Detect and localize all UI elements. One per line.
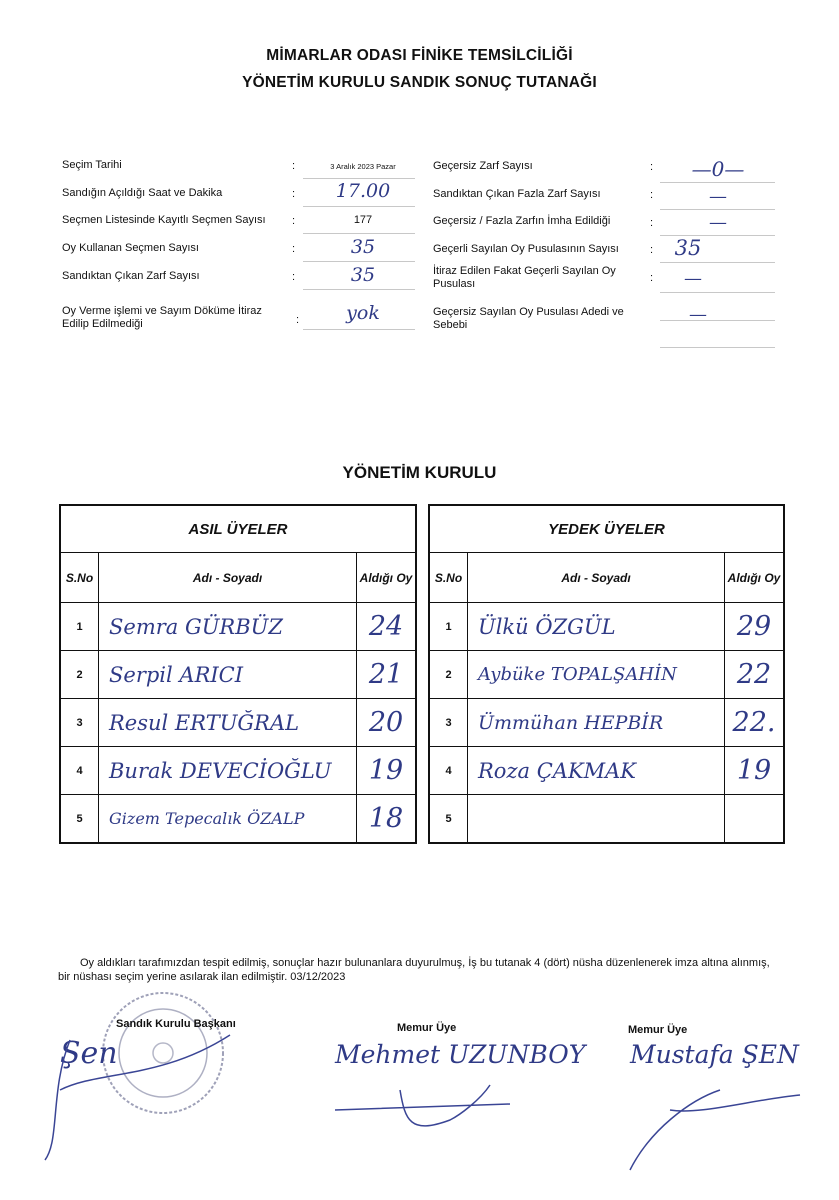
asil-table-title: ASIL ÜYELER — [60, 505, 416, 553]
yedek-table-title: YEDEK ÜYELER — [429, 505, 784, 553]
document-subtitle: YÖNETİM KURULU SANDIK SONUÇ TUTANAĞI — [242, 74, 597, 91]
member-name: Ümmühan HEPBİR — [468, 699, 725, 747]
row-number: 4 — [60, 747, 99, 795]
member-votes: 18 — [357, 795, 417, 844]
underline — [660, 262, 775, 263]
field-label-destroyed: Geçersiz / Fazla Zarfın İmha Edildiği — [433, 215, 611, 227]
row-number: 3 — [429, 699, 468, 747]
field-value-voters-voted: 35 — [350, 236, 376, 258]
field-label-invalid-envelopes: Geçersiz Zarf Sayısı — [433, 160, 533, 172]
table-row — [60, 651, 416, 699]
table-row — [60, 603, 416, 651]
col-header-name: Adı - Soyadı — [99, 553, 357, 603]
row-number: 1 — [429, 603, 468, 651]
member2-signature: Mustafa ŞEN — [630, 1040, 799, 1069]
member-name — [468, 795, 725, 844]
member2-signature-label: Memur Üye — [628, 1024, 688, 1036]
underline — [660, 209, 775, 210]
field-value-election-date: 3 Aralık 2023 Pazar — [330, 162, 396, 171]
col-header-votes: Aldığı Oy — [357, 553, 417, 603]
field-value-objection: yok — [346, 302, 380, 324]
field-value-invalid-envelopes: —0— — [691, 157, 745, 181]
col-header-no: S.No — [429, 553, 468, 603]
field-value-envelope-count: 35 — [350, 264, 376, 286]
member-votes: 19 — [725, 747, 785, 795]
asil-members-table — [59, 504, 417, 844]
table-row — [429, 603, 784, 651]
member-votes: 19 — [357, 747, 417, 795]
chair-signature-label: Sandık Kurulu Başkanı — [116, 1018, 236, 1030]
member2-signature-stroke-icon — [610, 1070, 810, 1180]
member-votes: 24 — [357, 603, 417, 651]
colon: : — [650, 217, 654, 229]
document-title: MİMARLAR ODASI FİNİKE TEMSİLCİLİĞİ — [266, 47, 573, 64]
member-name: Burak DEVECİOĞLU — [99, 747, 357, 795]
row-number: 1 — [60, 603, 99, 651]
underline — [660, 347, 775, 348]
member-votes: 20 — [357, 699, 417, 747]
field-label-opening-time: Sandığın Açıldığı Saat ve Dakika — [62, 187, 223, 199]
col-header-name: Adı - Soyadı — [468, 553, 725, 603]
field-value-destroyed: — — [709, 212, 727, 233]
member-name: Resul ERTUĞRAL — [99, 699, 357, 747]
field-value-opening-time: 17.00 — [335, 180, 391, 202]
colon: : — [292, 243, 296, 255]
field-label-objection: Oy Verme işlemi ve Sayım Döküme İtiraz Edilip Edilmediği — [62, 305, 262, 330]
field-value-objected-valid: — — [684, 268, 702, 289]
member-name: Gizem Tepecalık ÖZALP — [99, 795, 357, 844]
colon: : — [650, 244, 654, 256]
underline — [303, 178, 415, 179]
member-name: Roza ÇAKMAK — [468, 747, 725, 795]
table-row — [60, 747, 416, 795]
section-title: YÖNETİM KURULU — [342, 463, 497, 482]
field-value-valid-ballots: 35 — [674, 236, 702, 260]
field-value-excess-envelopes: — — [709, 186, 727, 207]
member-votes — [725, 795, 785, 844]
col-header-votes: Aldığı Oy — [725, 553, 785, 603]
member1-signature-stroke-icon — [330, 1080, 530, 1150]
table-row — [429, 795, 784, 844]
member-votes: 29 — [725, 603, 785, 651]
chair-signature: Şen — [60, 1036, 118, 1071]
member-name: Semra GÜRBÜZ — [99, 603, 357, 651]
member-name: Serpil ARICI — [99, 651, 357, 699]
colon: : — [292, 188, 296, 200]
colon: : — [650, 189, 654, 201]
member1-signature-label: Memur Üye — [397, 1022, 457, 1034]
chair-signature-stroke-icon — [40, 1030, 240, 1170]
row-number: 2 — [429, 651, 468, 699]
underline — [303, 233, 415, 234]
field-label-objected-valid: İtiraz Edilen Fakat Geçerli Sayılan Oy Pusulası — [433, 265, 616, 290]
row-number: 5 — [60, 795, 99, 844]
field-label-excess-envelopes: Sandıktan Çıkan Fazla Zarf Sayısı — [433, 188, 601, 200]
underline — [660, 292, 775, 293]
field-label-valid-ballots: Geçerli Sayılan Oy Pusulasının Sayısı — [433, 243, 619, 255]
closing-statement: Oy aldıkları tarafımızdan tespit edilmiş, sonuçlar hazır bulunanlara duyurulmuş, İş bu tutanak 4 (dört) nüsha düzenlenerek imza altına alınmış, bir nüshası seçim yerine asılarak ilan edilmiştir. 03/12/2023 — [58, 957, 770, 983]
table-row — [60, 795, 416, 844]
colon: : — [292, 215, 296, 227]
underline — [303, 261, 415, 262]
member-votes: 22 — [725, 651, 785, 699]
table-row — [429, 651, 784, 699]
underline — [660, 182, 775, 183]
field-label-election-date: Seçim Tarihi — [62, 159, 122, 171]
underline — [303, 206, 415, 207]
field-value-registered-voters: 177 — [353, 214, 373, 226]
colon: : — [292, 160, 296, 172]
field-label-voters-voted: Oy Kullanan Seçmen Sayısı — [62, 242, 199, 254]
member-votes: 22. — [725, 699, 785, 747]
colon: : — [292, 271, 296, 283]
yedek-members-table — [428, 504, 785, 844]
table-row — [429, 699, 784, 747]
row-number: 2 — [60, 651, 99, 699]
member1-signature: Mehmet UZUNBOY — [335, 1040, 586, 1069]
field-label-registered-voters: Seçmen Listesinde Kayıtlı Seçmen Sayısı — [62, 214, 266, 226]
colon: : — [650, 272, 654, 284]
member-name: Ülkü ÖZGÜL — [468, 603, 725, 651]
row-number: 3 — [60, 699, 99, 747]
field-label-envelope-count: Sandıktan Çıkan Zarf Sayısı — [62, 270, 200, 282]
col-header-no: S.No — [60, 553, 99, 603]
underline — [303, 329, 415, 330]
underline — [660, 320, 775, 321]
row-number: 4 — [429, 747, 468, 795]
colon: : — [650, 161, 654, 173]
member-votes: 21 — [357, 651, 417, 699]
table-row — [429, 747, 784, 795]
row-number: 5 — [429, 795, 468, 844]
member-name: Aybüke TOPALŞAHİN — [468, 651, 725, 699]
table-row — [60, 699, 416, 747]
field-value-invalid-ballots: — — [689, 304, 707, 325]
field-label-invalid-ballots: Geçersiz Sayılan Oy Pusulası Adedi ve Sebebi — [433, 306, 624, 331]
colon: : — [296, 314, 300, 326]
underline — [303, 289, 415, 290]
